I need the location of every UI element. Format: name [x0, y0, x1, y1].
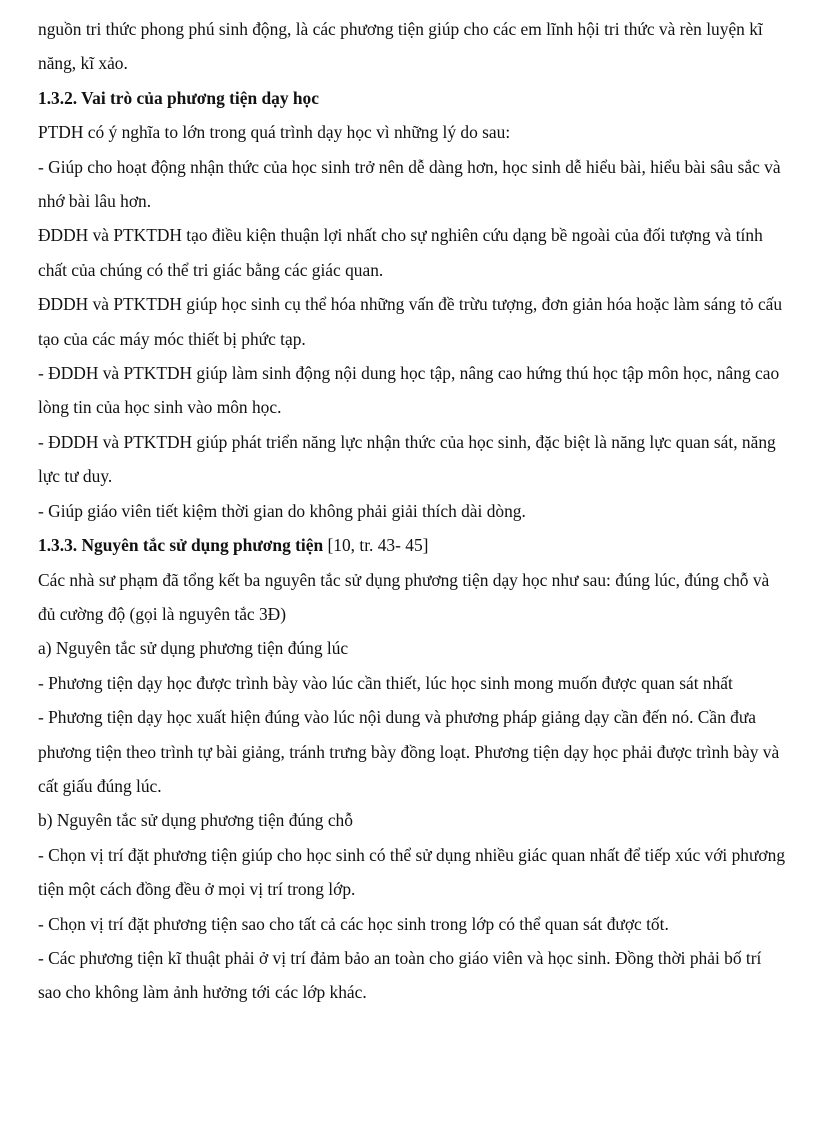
paragraph-principle-a-1: - Phương tiện dạy học được trình bày vào lúc cần thiết, lúc học sinh mong muốn được quan sát nhất: [38, 672, 733, 693]
section-heading-1-3-3: [38, 528, 786, 562]
paragraph-role-capacity: - ĐDDH và PTKTDH giúp phát triển năng lực nhận thức của học sinh, đặc biệt là năng lực quan sát, năng lực tư duy.: [38, 431, 776, 487]
document-page: [38, 12, 786, 1010]
paragraph-intro-continuation: nguồn tri thức phong phú sinh động, là các phương tiện giúp cho các em lĩnh hội tri thức và rèn luyện kĩ năng, kĩ xảo.: [38, 19, 763, 74]
paragraph-principle-b-3: - Các phương tiện kĩ thuật phải ở vị trí đảm bảo an toàn cho giáo viên và học sinh. Đồng thời phải bố trí sao cho không làm ảnh hưởng tới các lớp khác.: [38, 947, 762, 1003]
section-heading-1-3-2: 1.3.2. Vai trò của phương tiện dạy học: [38, 87, 319, 108]
paragraph-role-cognition: - Giúp cho hoạt động nhận thức của học sinh trở nên dễ dàng hơn, học sinh dễ hiểu bài, hiểu bài sâu sắc và nhớ bài lâu hơn.: [38, 156, 781, 212]
paragraph-role-time-saving: - Giúp giáo viên tiết kiệm thời gian do không phải giải thích dài dòng.: [38, 500, 526, 521]
section-heading-1-3-3-title: 1.3.3. Nguyên tắc sử dụng phương tiện: [38, 535, 324, 556]
paragraph-principle-b-1: - Chọn vị trí đặt phương tiện giúp cho học sinh có thể sử dụng nhiều giác quan nhất để tiếp xúc với phương tiện một cách đồng đều ở mọi vị trí trong lớp.: [38, 844, 786, 900]
subheading-principle-a: a) Nguyên tắc sử dụng phương tiện đúng lúc: [38, 638, 349, 659]
paragraph-role-concretize: ĐDDH và PTKTDH giúp học sinh cụ thể hóa những vấn đề trừu tượng, đơn giản hóa hoặc làm sáng tỏ cấu tạo của các máy móc thiết bị phức tạp.: [38, 294, 783, 349]
paragraph-role-external-form: ĐDDH và PTKTDH tạo điều kiện thuận lợi nhất cho sự nghiên cứu dạng bề ngoài của đối tượng và tính chất của chúng có thể tri giác bằng các giác quan.: [38, 225, 763, 280]
paragraph-principle-a-2: - Phương tiện dạy học xuất hiện đúng vào lúc nội dung và phương pháp giảng dạy cần đến nó. Cần đưa phương tiện theo trình tự bài giảng, tránh trưng bày đồng loạt. Phương tiện dạy học phải được trình bày và cất giấu đúng lúc.: [38, 707, 780, 796]
paragraph-role-intro: PTDH có ý nghĩa to lớn trong quá trình dạy học vì những lý do sau:: [38, 122, 511, 143]
paragraph-role-motivation: - ĐDDH và PTKTDH giúp làm sinh động nội dung học tập, nâng cao hứng thú học tập môn học, nâng cao lòng tin của học sinh vào môn học.: [38, 363, 780, 418]
subheading-principle-b: b) Nguyên tắc sử dụng phương tiện đúng chỗ: [38, 810, 353, 831]
paragraph-principle-b-2: - Chọn vị trí đặt phương tiện sao cho tất cả các học sinh trong lớp có thể quan sát được tốt.: [38, 913, 669, 934]
paragraph-principles-intro: Các nhà sư phạm đã tổng kết ba nguyên tắc sử dụng phương tiện dạy học như sau: đúng lúc, đúng chỗ và đủ cường độ (gọi là nguyên tắc 3Đ): [38, 569, 770, 624]
citation-reference: [10, tr. 43- 45]: [323, 535, 429, 556]
